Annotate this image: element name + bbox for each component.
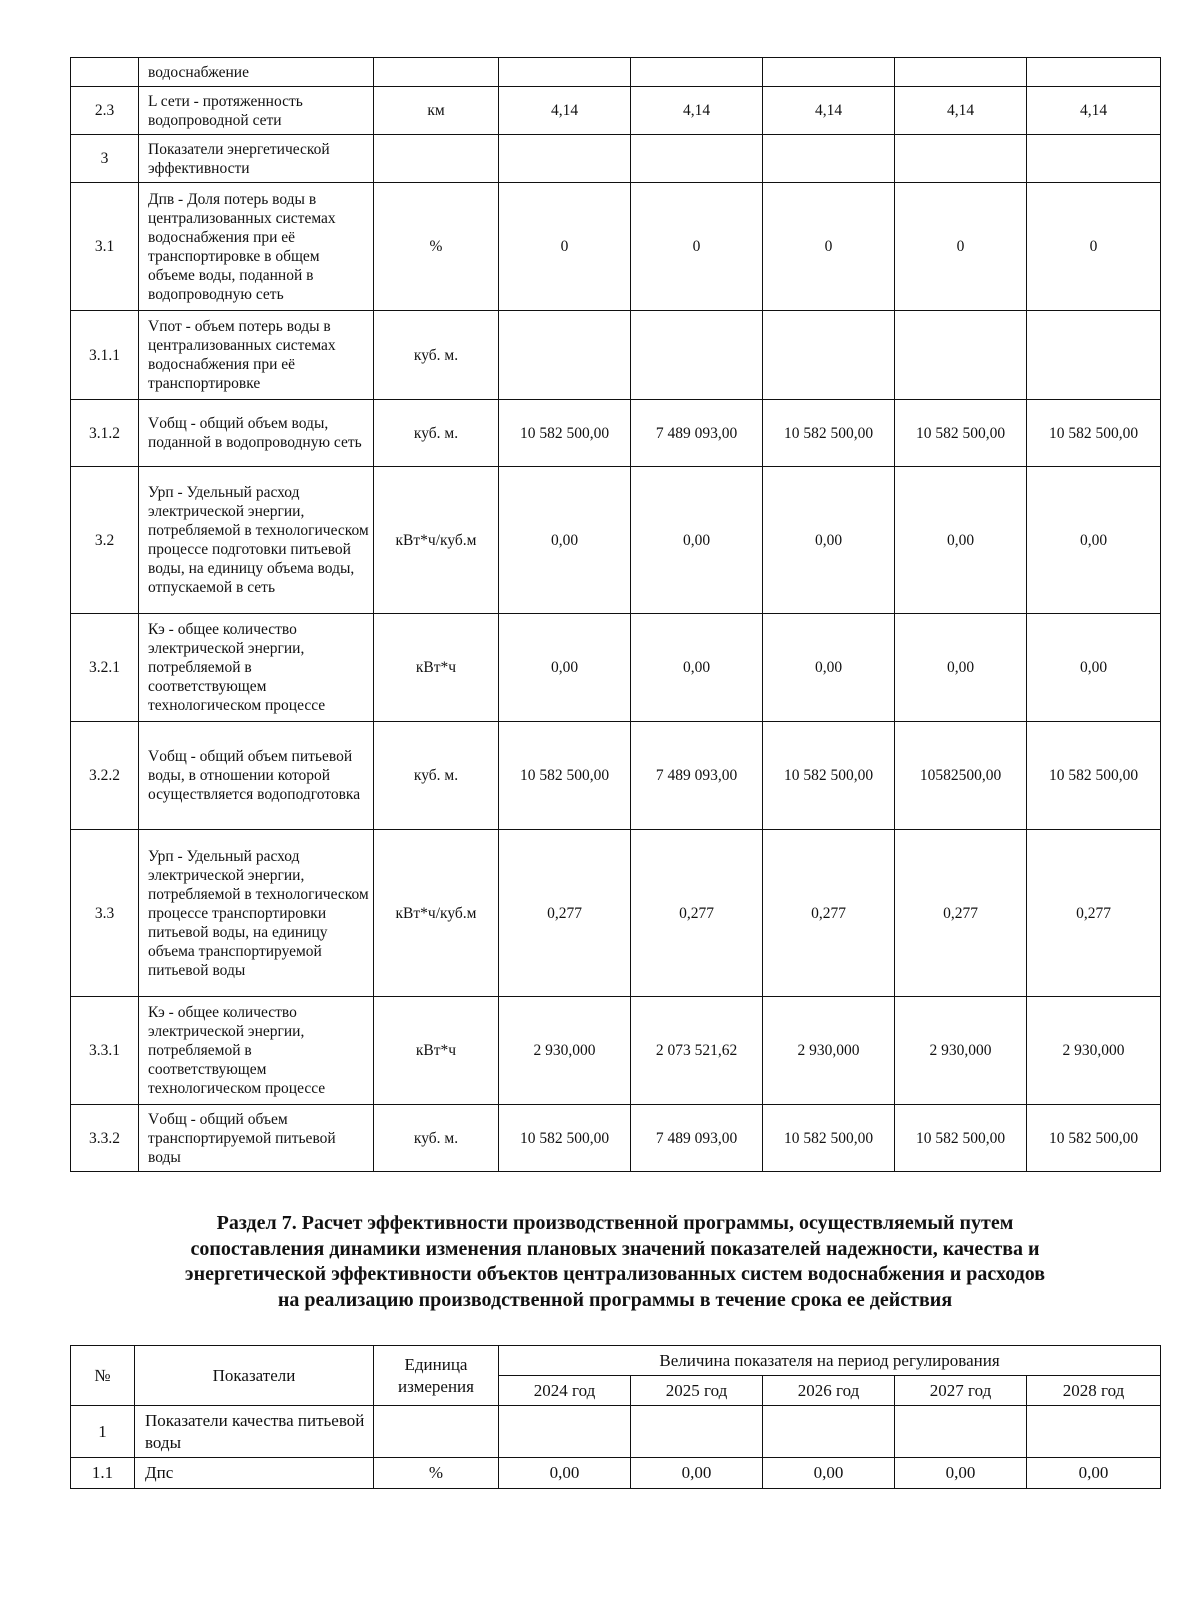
- row-value: 10 582 500,00: [499, 1105, 631, 1172]
- row-number: 3.2.1: [71, 614, 139, 722]
- row-value: 0,00: [763, 467, 895, 614]
- table-row: [71, 400, 1161, 467]
- row-value: 0: [763, 183, 895, 311]
- row-value: 0,277: [1027, 830, 1161, 997]
- row-number: 3.1.1: [71, 311, 139, 400]
- table-row: [71, 183, 1161, 311]
- row-unit: куб. м.: [374, 400, 499, 467]
- row-indicator: Показатели энергетической эффективности: [139, 135, 374, 183]
- row-value: [1027, 58, 1161, 87]
- efficiency-table-header: [71, 1346, 1161, 1406]
- row-value: 0,00: [1027, 1458, 1161, 1489]
- row-value: 10 582 500,00: [1027, 400, 1161, 467]
- row-value: [499, 58, 631, 87]
- row-value: 0: [1027, 183, 1161, 311]
- row-value: 2 930,000: [499, 997, 631, 1105]
- row-unit: [374, 1406, 499, 1458]
- row-number: 3.3: [71, 830, 139, 997]
- efficiency-table-body: [71, 1406, 1161, 1489]
- row-indicator: Vпот - объем потерь воды в централизованных системах водоснабжения при её транспортировке: [139, 311, 374, 400]
- row-value: [1027, 135, 1161, 183]
- header-year: 2025 год: [631, 1376, 763, 1406]
- row-value: 2 073 521,62: [631, 997, 763, 1105]
- row-unit: %: [374, 183, 499, 311]
- row-number: 3: [71, 135, 139, 183]
- section-7-heading-line: сопоставления динамики изменения плановых значений показателей надежности, качества и: [190, 1237, 1040, 1260]
- table-row: [71, 87, 1161, 135]
- row-value: 0,00: [631, 467, 763, 614]
- row-value: 4,14: [499, 87, 631, 135]
- row-value: 0,00: [499, 614, 631, 722]
- row-number: 3.1: [71, 183, 139, 311]
- row-value: 7 489 093,00: [631, 1105, 763, 1172]
- row-value: [763, 1406, 895, 1458]
- table-row: [71, 614, 1161, 722]
- row-value: 2 930,000: [763, 997, 895, 1105]
- table-row: [71, 467, 1161, 614]
- row-value: 10 582 500,00: [763, 1105, 895, 1172]
- row-value: [631, 1406, 763, 1458]
- row-value: 0,00: [1027, 467, 1161, 614]
- row-value: 0,00: [895, 1458, 1027, 1489]
- row-number: 3.3.2: [71, 1105, 139, 1172]
- row-indicator: Дпв - Доля потерь воды в централизованных системах водоснабжения при её транспортировке в общем объеме воды, поданной в водопроводную сеть: [139, 183, 374, 311]
- table-row: [71, 58, 1161, 87]
- row-number: 1: [71, 1406, 135, 1458]
- header-name: Показатели: [135, 1346, 374, 1406]
- row-value: 4,14: [763, 87, 895, 135]
- row-value: 0,00: [763, 1458, 895, 1489]
- row-value: 10 582 500,00: [763, 400, 895, 467]
- row-value: [631, 311, 763, 400]
- row-value: [895, 135, 1027, 183]
- row-value: 2 930,000: [1027, 997, 1161, 1105]
- row-value: 10 582 500,00: [1027, 722, 1161, 830]
- row-value: 0,00: [895, 467, 1027, 614]
- row-value: [763, 58, 895, 87]
- row-value: 7 489 093,00: [631, 722, 763, 830]
- efficiency-table: [70, 1345, 1161, 1489]
- table-row: [71, 1406, 1161, 1458]
- row-value: [631, 135, 763, 183]
- row-value: 7 489 093,00: [631, 400, 763, 467]
- row-indicator: Дпс: [135, 1458, 374, 1489]
- header-year: 2026 год: [763, 1376, 895, 1406]
- row-value: 4,14: [631, 87, 763, 135]
- row-indicator: Кэ - общее количество электрической энергии, потребляемой в соответствующем технологическом процессе: [139, 997, 374, 1105]
- header-year: 2028 год: [1027, 1376, 1161, 1406]
- header-period-group: Величина показателя на период регулирования: [499, 1346, 1161, 1376]
- row-unit: куб. м.: [374, 1105, 499, 1172]
- row-value: [499, 311, 631, 400]
- row-value: [499, 1406, 631, 1458]
- header-year: 2027 год: [895, 1376, 1027, 1406]
- row-value: 10 582 500,00: [499, 722, 631, 830]
- row-value: [895, 58, 1027, 87]
- section-7-heading-line: на реализацию производственной программы в течение срока ее действия: [277, 1288, 953, 1311]
- row-indicator: Урп - Удельный расход электрической энергии, потребляемой в технологическом процессе транспортировки питьевой воды, на единицу объема транспортируемой питьевой воды: [139, 830, 374, 997]
- row-value: 0: [499, 183, 631, 311]
- row-value: 4,14: [1027, 87, 1161, 135]
- row-unit: %: [374, 1458, 499, 1489]
- row-value: 0: [631, 183, 763, 311]
- row-value: 0,00: [631, 614, 763, 722]
- header-row: [71, 1346, 1161, 1376]
- row-value: 0,00: [895, 614, 1027, 722]
- row-unit: км: [374, 87, 499, 135]
- row-value: [763, 311, 895, 400]
- row-value: 10 582 500,00: [763, 722, 895, 830]
- row-value: 0: [895, 183, 1027, 311]
- table-row: [71, 135, 1161, 183]
- row-indicator: водоснабжение: [139, 58, 374, 87]
- row-unit: куб. м.: [374, 722, 499, 830]
- row-number: 3.1.2: [71, 400, 139, 467]
- row-unit: кВт*ч/куб.м: [374, 467, 499, 614]
- row-value: 0,00: [499, 467, 631, 614]
- table-row: [71, 722, 1161, 830]
- row-unit: кВт*ч/куб.м: [374, 830, 499, 997]
- header-year: 2024 год: [499, 1376, 631, 1406]
- row-value: 10 582 500,00: [499, 400, 631, 467]
- table-row: [71, 830, 1161, 997]
- section-7-heading: [70, 1211, 1160, 1313]
- header-no: №: [71, 1346, 135, 1406]
- row-value: 0,00: [631, 1458, 763, 1489]
- row-value: 4,14: [895, 87, 1027, 135]
- row-unit: [374, 135, 499, 183]
- table-row: [71, 997, 1161, 1105]
- row-indicator: L сети - протяженность водопроводной сети: [139, 87, 374, 135]
- row-value: 10582500,00: [895, 722, 1027, 830]
- row-number: 1.1: [71, 1458, 135, 1489]
- row-value: 10 582 500,00: [895, 400, 1027, 467]
- row-value: [895, 311, 1027, 400]
- header-unit: Единица измерения: [374, 1346, 499, 1406]
- indicators-table-body: [71, 58, 1161, 1172]
- row-indicator: Vобщ - общий объем питьевой воды, в отношении которой осуществляется водоподготовка: [139, 722, 374, 830]
- row-value: [763, 135, 895, 183]
- row-indicator: Кэ - общее количество электрической энергии, потребляемой в соответствующем технологическом процессе: [139, 614, 374, 722]
- row-value: 2 930,000: [895, 997, 1027, 1105]
- row-value: [1027, 311, 1161, 400]
- row-value: 10 582 500,00: [895, 1105, 1027, 1172]
- row-value: 10 582 500,00: [1027, 1105, 1161, 1172]
- row-number: 3.2: [71, 467, 139, 614]
- row-indicator: Vобщ - общий объем транспортируемой питьевой воды: [139, 1105, 374, 1172]
- section-7-heading-line: энергетической эффективности объектов централизованных систем водоснабжения и расходов: [184, 1263, 1046, 1285]
- row-number: 3.3.1: [71, 997, 139, 1105]
- row-value: 0,277: [895, 830, 1027, 997]
- row-value: 0,00: [499, 1458, 631, 1489]
- row-value: 0,277: [631, 830, 763, 997]
- row-value: [631, 58, 763, 87]
- row-indicator: Vобщ - общий объем воды, поданной в водопроводную сеть: [139, 400, 374, 467]
- row-value: 0,00: [1027, 614, 1161, 722]
- table-row: [71, 1458, 1161, 1489]
- row-unit: куб. м.: [374, 311, 499, 400]
- indicators-table-continued: [70, 57, 1161, 1172]
- row-number: 2.3: [71, 87, 139, 135]
- row-number: 3.2.2: [71, 722, 139, 830]
- row-value: 0,277: [499, 830, 631, 997]
- section-7-heading-line: Раздел 7. Расчет эффективности производственной программы, осуществляемый путем: [216, 1212, 1014, 1234]
- row-unit: [374, 58, 499, 87]
- row-value: [499, 135, 631, 183]
- row-unit: кВт*ч: [374, 614, 499, 722]
- table-row: [71, 1105, 1161, 1172]
- row-value: [895, 1406, 1027, 1458]
- row-value: 0,00: [763, 614, 895, 722]
- row-unit: кВт*ч: [374, 997, 499, 1105]
- table-row: [71, 311, 1161, 400]
- row-value: 0,277: [763, 830, 895, 997]
- row-indicator: Показатели качества питьевой воды: [135, 1406, 374, 1458]
- row-value: [1027, 1406, 1161, 1458]
- row-indicator: Урп - Удельный расход электрической энергии, потребляемой в технологическом процессе подготовки питьевой воды, на единицу объема воды, отпускаемой в сеть: [139, 467, 374, 614]
- row-number: [71, 58, 139, 87]
